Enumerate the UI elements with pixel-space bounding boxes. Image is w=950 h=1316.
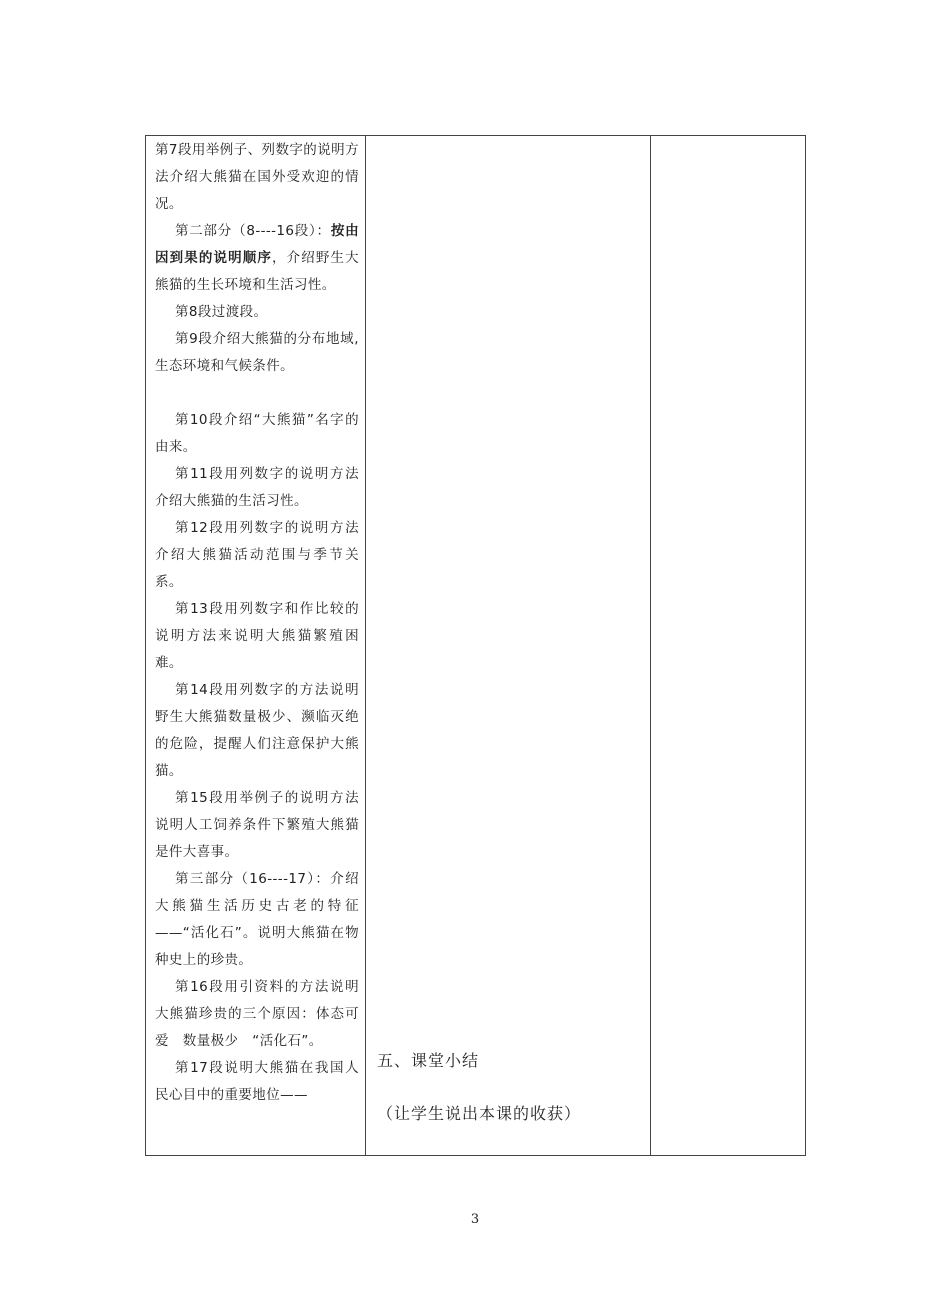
part-two-range: 第二部分（8----16段）： — [175, 223, 331, 239]
paragraph-12-summary: 第12段用列数字的说明方法介绍大熊猫活动范围与季节关系。 — [155, 520, 359, 590]
column-divider-2 — [650, 136, 651, 1155]
paragraph-11-summary: 第11段用列数字的说明方法介绍大熊猫的生活习性。 — [155, 466, 359, 509]
page-number: 3 — [470, 1212, 480, 1227]
class-summary-heading: 五、课堂小结 — [377, 1051, 480, 1070]
paragraph-9-summary: 第9段介绍大熊猫的分布地域,生态环境和气候条件。 — [155, 331, 359, 374]
part-three-summary: 第三部分（16----17）：介绍大熊猫生活历史古老的特征——“活化石”。说明大熊猫在物种史上的珍贵。 — [155, 871, 359, 968]
paragraph-10-summary: 第10段介绍“大熊猫”名字的由来。 — [155, 412, 359, 455]
paragraph-16-summary: 第16段用引资料的方法说明大熊猫珍贵的三个原因：体态可爱 数量极少 “活化石”。 — [155, 979, 359, 1049]
paragraph-15-summary: 第15段用举例子的说明方法说明人工饲养条件下繁殖大熊猫是件大喜事。 — [155, 790, 359, 860]
part-two-order: 按由因到果的说明顺序 — [155, 223, 359, 266]
part-two-content: ，介绍野生大熊猫的生长环境和生活习性。 — [155, 250, 359, 293]
paragraph-14-summary: 第14段用列数字的方法说明野生大熊猫数量极少、濒临灭绝的危险，提醒人们注意保护大熊猫。 — [155, 682, 359, 779]
analysis-column — [155, 137, 359, 1109]
column-divider-1 — [365, 136, 366, 1155]
class-summary-note: （让学生说出本课的收获） — [377, 1104, 582, 1123]
paragraph-17-summary: 第17段说明大熊猫在我国人民心目中的重要地位—— — [155, 1060, 359, 1103]
lesson-table — [145, 135, 806, 1156]
part-two-summary — [155, 218, 359, 299]
blank-line — [155, 380, 359, 407]
paragraph-13-summary: 第13段用列数字和作比较的说明方法来说明大熊猫繁殖困难。 — [155, 601, 359, 671]
paragraph-7-summary: 第7段用举例子、列数字的说明方法介绍大熊猫在国外受欢迎的情况。 — [155, 142, 359, 212]
paragraph-8-summary: 第8段过渡段。 — [175, 304, 268, 320]
